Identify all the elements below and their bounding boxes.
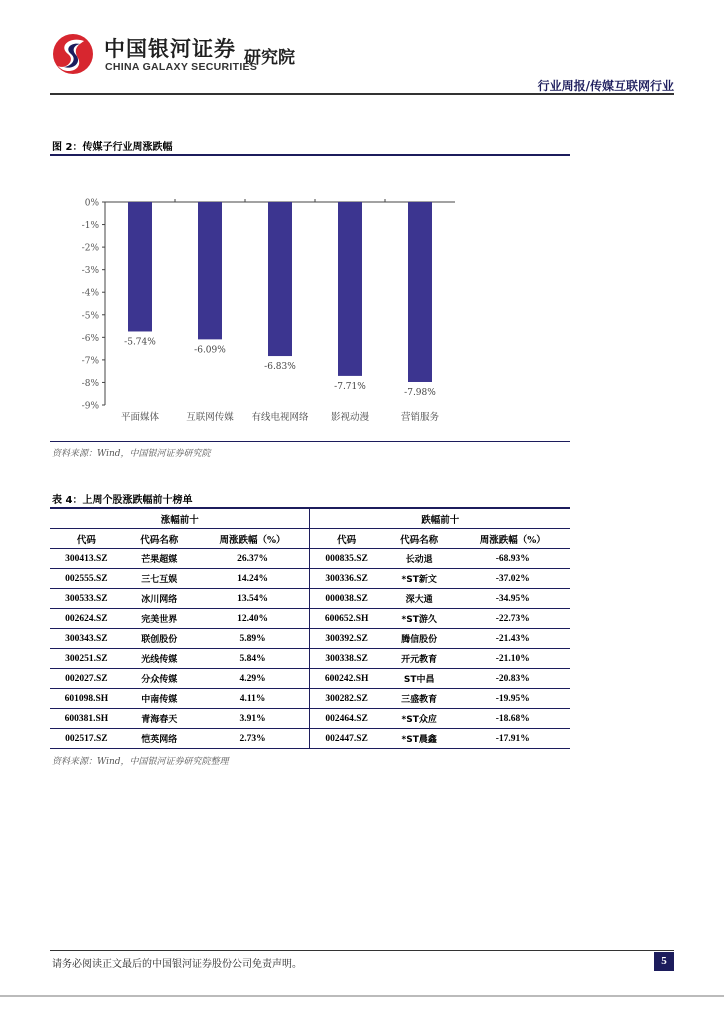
- weekly-change: 2.73%: [196, 729, 310, 749]
- brand-institute: 研究院: [244, 48, 295, 68]
- table-row: [50, 549, 570, 569]
- group-gainers: 涨幅前十: [50, 508, 310, 529]
- header-name: 代码名称: [383, 529, 456, 549]
- stock-code: 002464.SZ: [310, 709, 383, 729]
- weekly-change: -21.43%: [456, 629, 570, 649]
- bar-chart: [50, 160, 570, 435]
- stock-code: 300282.SZ: [310, 689, 383, 709]
- y-tick-label: -9%: [81, 401, 99, 412]
- stock-code: 002517.SZ: [50, 729, 123, 749]
- figure-source: 资料来源：Wind，中国银河证券研究院: [52, 449, 211, 459]
- y-tick-label: -2%: [81, 243, 99, 254]
- weekly-change: 5.84%: [196, 649, 310, 669]
- weekly-change: 12.40%: [196, 609, 310, 629]
- stock-name: 芒果超媒: [123, 549, 196, 569]
- weekly-change: -17.91%: [456, 729, 570, 749]
- bar-data-label: -5.74%: [124, 337, 156, 348]
- bar: [198, 202, 222, 339]
- stock-code: 300392.SZ: [310, 629, 383, 649]
- brand-name-en: CHINA GALAXY SECURITIES: [105, 61, 258, 73]
- header-name: 代码名称: [123, 529, 196, 549]
- stock-code: 600242.SH: [310, 669, 383, 689]
- stock-name: *ST晨鑫: [383, 729, 456, 749]
- stock-code: 002624.SZ: [50, 609, 123, 629]
- weekly-change: 13.54%: [196, 589, 310, 609]
- stock-name: 中南传媒: [123, 689, 196, 709]
- weekly-change: -37.02%: [456, 569, 570, 589]
- y-tick-label: -1%: [81, 221, 99, 232]
- weekly-change: 5.89%: [196, 629, 310, 649]
- bar: [338, 202, 362, 376]
- disclaimer-text: 请务必阅读正文最后的中国银河证券股份公司免责声明。: [52, 959, 302, 970]
- bar: [408, 202, 432, 382]
- weekly-change: 26.37%: [196, 549, 310, 569]
- group-losers: 跌幅前十: [310, 508, 570, 529]
- table-group-row: [50, 508, 570, 529]
- y-tick-label: -7%: [81, 356, 99, 367]
- galaxy-logo-icon: [50, 32, 96, 76]
- x-category-label: 营销服务: [400, 412, 440, 423]
- brand-name-cn: 中国银河证券: [104, 37, 236, 61]
- bar-data-label: -7.71%: [334, 381, 366, 392]
- stock-name: 分众传媒: [123, 669, 196, 689]
- weekly-change: -21.10%: [456, 649, 570, 669]
- weekly-change: -19.95%: [456, 689, 570, 709]
- stock-code: 002027.SZ: [50, 669, 123, 689]
- x-category-label: 平面媒体: [120, 412, 160, 423]
- x-category-label: 有线电视网络: [251, 412, 309, 423]
- stock-name: 深大通: [383, 589, 456, 609]
- weekly-change: 14.24%: [196, 569, 310, 589]
- x-category-label: 影视动漫: [330, 412, 370, 423]
- stock-name: *ST游久: [383, 609, 456, 629]
- stock-code: 300336.SZ: [310, 569, 383, 589]
- stock-name: 开元教育: [383, 649, 456, 669]
- stock-code: 000835.SZ: [310, 549, 383, 569]
- stock-name: 腾信股份: [383, 629, 456, 649]
- table-header-row: [50, 529, 570, 549]
- report-title: 行业周报/传媒互联网行业: [537, 79, 674, 93]
- figure-bottom-rule: [50, 441, 570, 442]
- stock-code: 300413.SZ: [50, 549, 123, 569]
- stock-code: 300343.SZ: [50, 629, 123, 649]
- weekly-change: 3.91%: [196, 709, 310, 729]
- table-row: [50, 629, 570, 649]
- y-tick-label: -4%: [81, 288, 99, 299]
- stock-name: 三七互娱: [123, 569, 196, 589]
- y-tick-label: -3%: [81, 266, 99, 277]
- y-tick-label: -5%: [81, 311, 99, 322]
- stock-name: 冰川网络: [123, 589, 196, 609]
- table-row: [50, 569, 570, 589]
- table-source: 资料来源：Wind，中国银河证券研究院整理: [52, 757, 229, 767]
- weekly-change: -68.93%: [456, 549, 570, 569]
- weekly-change: -20.83%: [456, 669, 570, 689]
- table-row: [50, 649, 570, 669]
- weekly-change: -18.68%: [456, 709, 570, 729]
- stock-name: *ST众应: [383, 709, 456, 729]
- footer-divider: [50, 950, 674, 951]
- stock-code: 002447.SZ: [310, 729, 383, 749]
- stock-code: 600381.SH: [50, 709, 123, 729]
- stock-name: 三盛教育: [383, 689, 456, 709]
- bar-data-label: -6.83%: [264, 362, 296, 373]
- bar-data-label: -7.98%: [404, 387, 436, 398]
- stock-name: 光线传媒: [123, 649, 196, 669]
- stock-code: 300251.SZ: [50, 649, 123, 669]
- footer-bar: [0, 995, 724, 997]
- table-row: [50, 689, 570, 709]
- y-tick-label: -8%: [81, 378, 99, 389]
- bar-data-label: -6.09%: [194, 345, 226, 356]
- x-category-label: 互联网传媒: [186, 412, 234, 423]
- table-row: [50, 729, 570, 749]
- stock-name: 恺英网络: [123, 729, 196, 749]
- table-row: [50, 669, 570, 689]
- y-tick-label: -6%: [81, 333, 99, 344]
- stock-ranking-table: [50, 507, 570, 749]
- header-code: 代码: [50, 529, 123, 549]
- stock-code: 300533.SZ: [50, 589, 123, 609]
- stock-name: 联创股份: [123, 629, 196, 649]
- stock-name: 完美世界: [123, 609, 196, 629]
- bar: [128, 202, 152, 331]
- stock-code: 600652.SH: [310, 609, 383, 629]
- weekly-change: -22.73%: [456, 609, 570, 629]
- stock-code: 000038.SZ: [310, 589, 383, 609]
- stock-name: 长动退: [383, 549, 456, 569]
- weekly-change: 4.29%: [196, 669, 310, 689]
- table-row: [50, 709, 570, 729]
- stock-code: 300338.SZ: [310, 649, 383, 669]
- stock-code: 601098.SH: [50, 689, 123, 709]
- stock-name: 青海春天: [123, 709, 196, 729]
- table-row: [50, 609, 570, 629]
- stock-name: ST中昌: [383, 669, 456, 689]
- stock-code: 002555.SZ: [50, 569, 123, 589]
- weekly-change: -34.95%: [456, 589, 570, 609]
- header-change: 周涨跌幅（%）: [196, 529, 310, 549]
- figure-caption: 图 2：传媒子行业周涨跌幅: [52, 142, 173, 153]
- page-number: 5: [654, 952, 674, 971]
- table-caption: 表 4：上周个股涨跌幅前十榜单: [52, 495, 193, 506]
- header-code: 代码: [310, 529, 383, 549]
- bar: [268, 202, 292, 356]
- header-change: 周涨跌幅（%）: [456, 529, 570, 549]
- header-divider: [50, 93, 674, 95]
- figure-top-rule: [50, 154, 570, 156]
- y-tick-label: 0%: [84, 198, 99, 209]
- weekly-change: 4.11%: [196, 689, 310, 709]
- stock-name: *ST新文: [383, 569, 456, 589]
- table-row: [50, 589, 570, 609]
